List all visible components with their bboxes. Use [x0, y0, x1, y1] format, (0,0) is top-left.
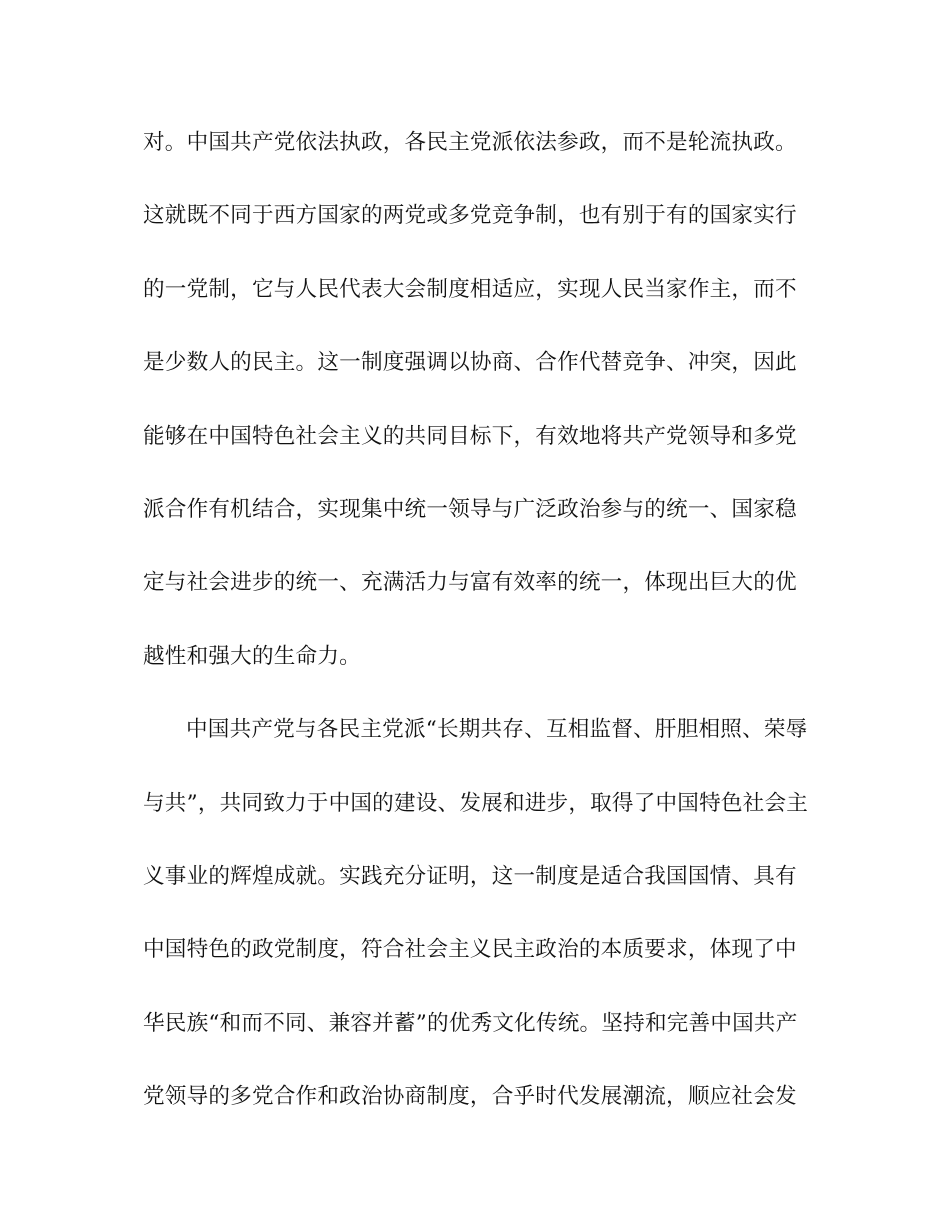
text-line: 能够在中国特色社会主义的共同目标下，有效地将共产党领导和多党: [143, 423, 797, 449]
text-line: 这就既不同于西方国家的两党或多党竞争制，也有别于有的国家实行: [143, 203, 797, 229]
text-line: 义事业的辉煌成就。实践充分证明，这一制度是适合我国国情、具有: [143, 863, 797, 889]
text-line: 与共”，共同致力于中国的建设、发展和进步，取得了中国特色社会主: [143, 790, 809, 816]
text-line: 的一党制，它与人民代表大会制度相适应，实现人民当家作主，而不: [143, 276, 797, 302]
text-line: 华民族“和而不同、兼容并蓄”的优秀文化传统。坚持和完善中国共产: [143, 1010, 798, 1036]
paragraph-first-line: 中国共产党与各民主党派“长期共存、互相监督、肝胆相照、荣辱: [186, 717, 808, 743]
text-line: 中国特色的政党制度，符合社会主义民主政治的本质要求，体现了中: [143, 937, 797, 963]
text-line: 是少数人的民主。这一制度强调以协商、合作代替竞争、冲突，因此: [143, 350, 797, 376]
body-text: [143, 118, 808, 1145]
text-line: 定与社会进步的统一、充满活力与富有效率的统一，体现出巨大的优: [143, 570, 797, 596]
text-line: 越性和强大的生命力。: [143, 643, 361, 669]
text-line: 对。中国共产党依法执政，各民主党派依法参政，而不是轮流执政。: [143, 130, 797, 155]
text-line: 党领导的多党合作和政治协商制度，合乎时代发展潮流，顺应社会发: [143, 1084, 797, 1110]
text-line: 派合作有机结合，实现集中统一领导与广泛政治参与的统一、国家稳: [143, 496, 797, 522]
